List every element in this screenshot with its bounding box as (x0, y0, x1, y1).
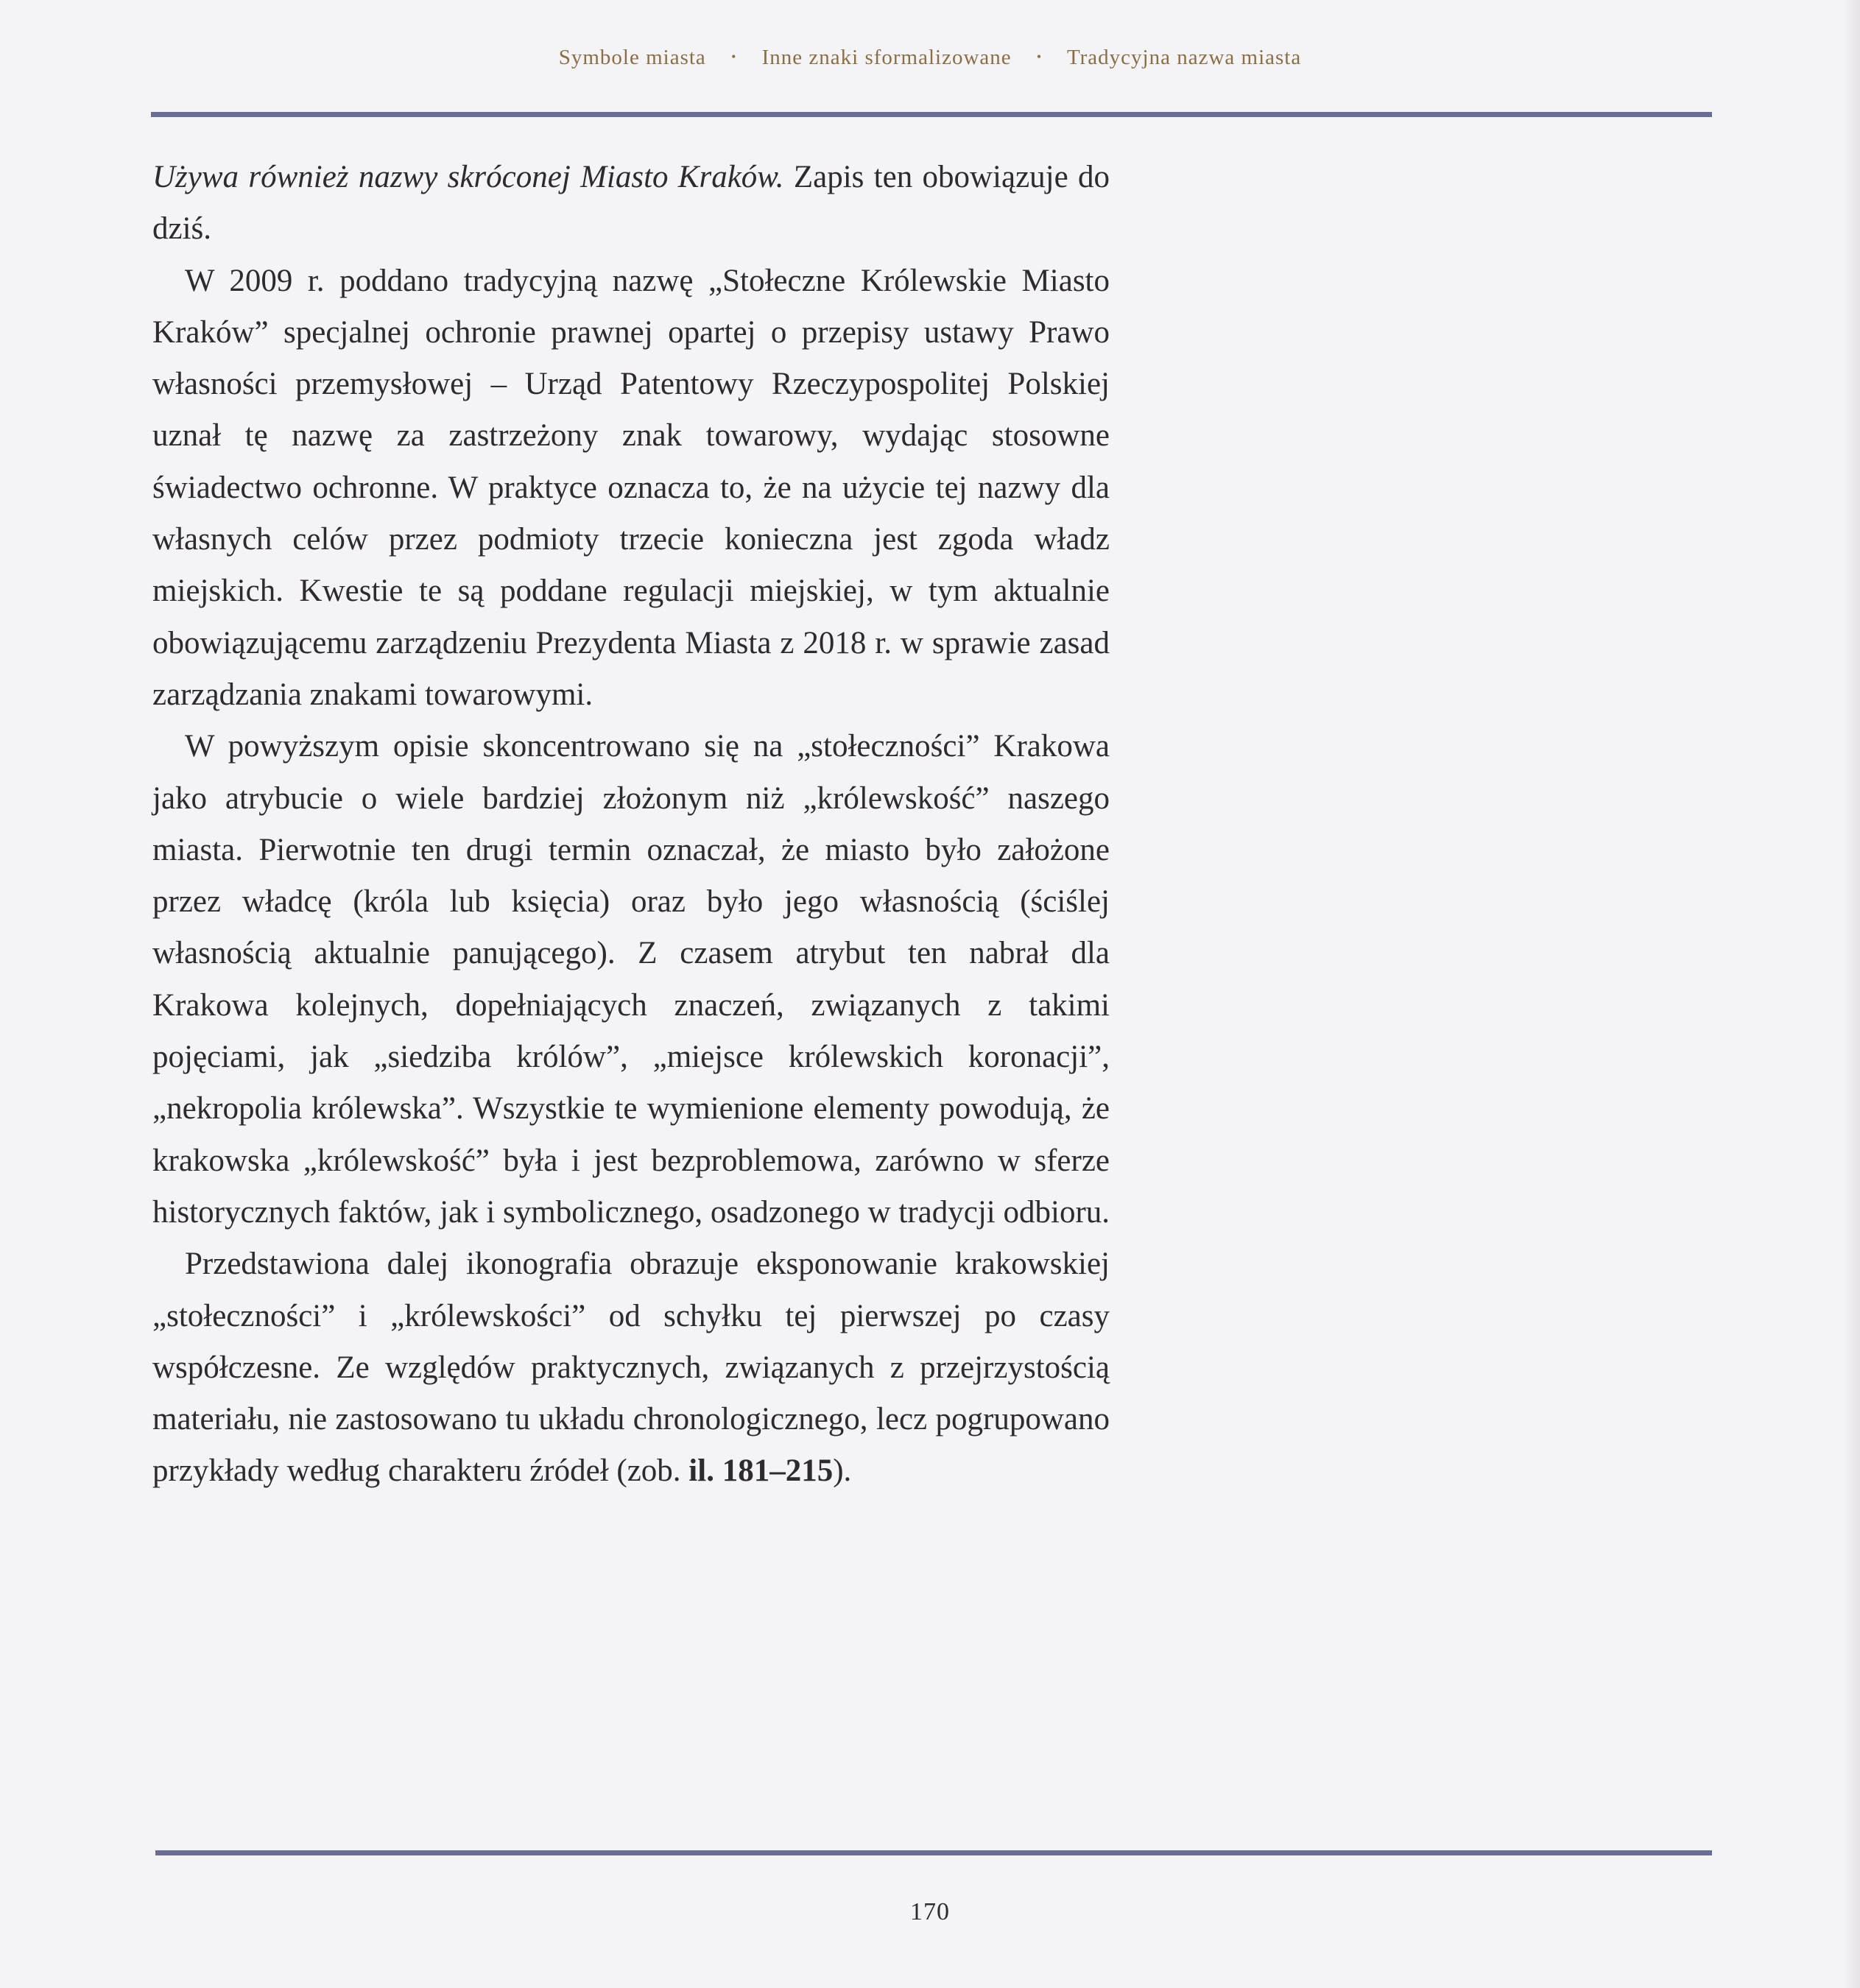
paragraph-4-main: Przedstawiona dalej ikonografia obrazuje eksponowanie krakowskiej „stołeczności” i „królewskości” od schyłku tej pierwszej po czasy współczesne. Ze względów praktycznych, związanych z przejrzystością materiału, nie zastosowano tu układu chronologicznego, lecz pogrupowano przykłady według charakteru źródeł (zob. (152, 1247, 1110, 1489)
header-separator-bullet: • (1036, 49, 1043, 64)
header-separator-bullet: • (731, 49, 737, 64)
footer-rule (155, 1850, 1712, 1855)
page-number: 170 (910, 1898, 950, 1925)
paragraph-1-italic: Używa również nazwy skróconej Miasto Kraków. (152, 160, 784, 194)
header-rule (151, 112, 1712, 117)
paragraph-4-end: ). (833, 1453, 852, 1489)
paragraph-1-rest: Zapis ten obowiązuje do dziś. (152, 160, 1110, 247)
body-text (152, 152, 1110, 1498)
paragraph-4 (152, 1238, 1110, 1497)
page-edge-shadow (1844, 0, 1860, 1988)
paragraph-3: W powyższym opisie skoncentrowano się na „stołeczności” Krakowa jako atrybucie o wiele bardziej złożonym niż „królewskość” naszego miasta. Pierwotnie ten drugi termin oznaczał, że miasto było założone przez władcę (króla lub księcia) oraz było jego własnością (ściślej własnością aktualnie panującego). Z czasem atrybut ten nabrał dla Krakowa kolejnych, dopełniających znaczeń, związanych z takimi pojęciami, jak „siedziba królów”, „miejsce królewskich koronacji”, „nekropolia królewska”. Wszystkie te wymienione elementy powodują, że krakowska „królewskość” była i jest bezproblemowa, zarówno w sferze historycznych faktów, jak i symbolicznego, osadzonego w tradycji odbioru. (152, 729, 1110, 1230)
illustration-reference: il. 181–215 (688, 1453, 834, 1489)
header-section-inne-znaki: Inne znaki sformalizowane (761, 46, 1012, 69)
paragraph-2: W 2009 r. poddano tradycyjną nazwę „Stołeczne Królewskie Miasto Kraków” specjalnej ochronie prawnej opartej o przepisy ustawy Prawo własności przemysłowej – Urząd Patentowy Rzeczypospolitej Polskiej uznał tę nazwę za zastrzeżony znak towarowy, wydając stosowne świadectwo ochronne. W praktyce oznacza to, że na użycie tej nazwy dla własnych celów przez podmioty trzecie konieczna jest zgoda władz miejskich. Kwestie te są poddane regulacji miejskiej, w tym aktualnie obowiązującemu zarządzeniu Prezydenta Miasta z 2018 r. w sprawie zasad zarządzania znakami towarowymi. (152, 263, 1110, 712)
running-header (0, 46, 1860, 80)
header-section-symbole: Symbole miasta (558, 46, 706, 69)
paragraph-1 (152, 152, 1110, 255)
header-section-tradycyjna-nazwa: Tradycyjna nazwa miasta (1066, 46, 1302, 69)
